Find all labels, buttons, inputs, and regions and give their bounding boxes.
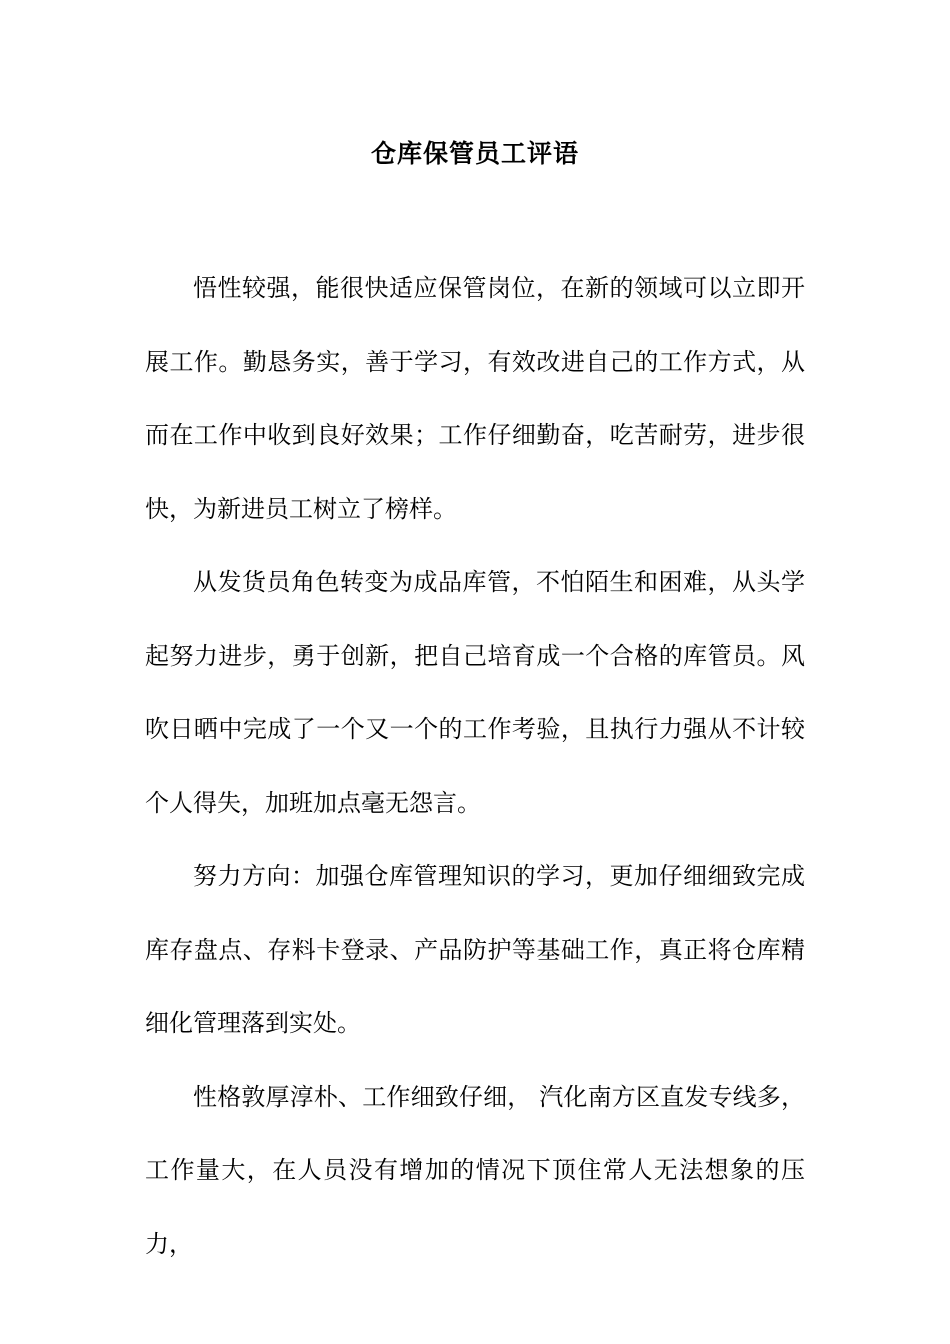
paragraph-2: 从发货员角色转变为成品库管，不怕陌生和困难，从头学起努力进步，勇于创新，把自己培育成一个合格的库管员。风吹日晒中完成了一个又一个的工作考验，且执行力强从不计较个人得失，加班加点毫无怨言。 [145,568,805,817]
paragraph-3: 努力方向：加强仓库管理知识的学习，更加仔细细致完成库存盘点、存料卡登录、产品防护等基础工作，真正将仓库精细化管理落到实处。 [145,862,805,1037]
document-title: 仓库保管员工评语 [370,139,579,168]
document-body [145,252,805,1281]
paragraph-1: 悟性较强，能很快适应保管岗位，在新的领域可以立即开展工作。勤恳务实，善于学习，有效改进自己的工作方式，从而在工作中收到良好效果；工作仔细勤奋，吃苦耐劳，进步很快，为新进员工树立了榜样。 [145,274,805,523]
paragraph-4: 性格敦厚淳朴、工作细致仔细， 汽化南方区直发专线多，工作量大，在人员没有增加的情况下顶住常人无法想象的压力， [145,1082,805,1258]
